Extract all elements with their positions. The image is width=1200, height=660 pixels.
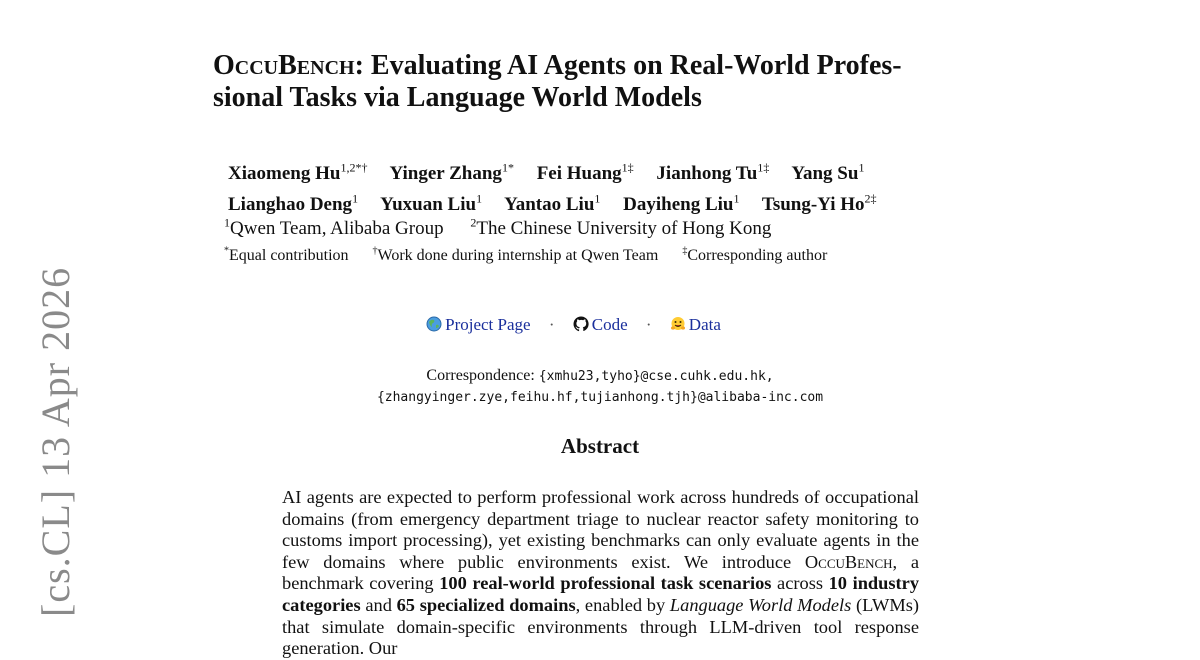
title-benchmark-name: OccuBench <box>213 50 355 81</box>
author: Yinger Zhang$^{1*}$ <box>389 161 514 185</box>
author: Yuxuan Liu$^1$ <box>380 191 483 215</box>
abstract-body: AI agents are expected to perform professional work across hundreds of occupational domains (from emergency department triage to nuclear reactor safety monitoring to customs import processing), yet existing benchmarks can only evaluate agents in the few domains where public environments exist. We introduce OccuBench, a benchmark covering 100 real-world professional task scenarios across 10 industry categories and 65 specialized domains, enabled by Language World Models (LWMs) that simulate domain-specific environments through LLM-driven tool response generation. Our <box>282 487 920 659</box>
title-line1-rest: : Evaluating AI Agents on Real-World Profes- <box>354 50 902 81</box>
author: Tsung-Yi $Ho^{2\ddagger}$ <box>761 191 877 215</box>
link-separator: · <box>548 315 555 334</box>
paper-title <box>213 50 1013 114</box>
correspondence-email-line1: {xmhu23,tyho}@cse.cuhk.edu.hk, <box>538 369 774 384</box>
affiliation: $^2$The Chinese University of Hong Kong <box>470 216 772 240</box>
author: Fei Huang$^{1\ddagger}$ <box>536 161 634 185</box>
github-icon <box>573 316 589 332</box>
author: Lianghao Deng$^1$ <box>228 191 359 215</box>
hugging-face-icon <box>670 316 686 332</box>
affiliations <box>224 216 1024 240</box>
correspondence-label: Correspondence: <box>426 367 535 384</box>
correspondence <box>0 366 1200 408</box>
author-note: *Equal contribution <box>224 246 349 265</box>
author: Jianhong $Tu^{1\ddagger}$ <box>656 161 770 185</box>
author-note: ‡Corresponding author <box>682 246 828 265</box>
author: Yantao Liu$^1$ <box>504 191 601 215</box>
author: Dayiheng Liu$^1$ <box>623 191 740 215</box>
author: Yang Su$^1$ <box>791 161 865 185</box>
correspondence-email-line2: {zhangyinger.zye,feihu.hf,tujianhong.tjh}@alibaba-inc.com <box>376 390 824 405</box>
link-separator: · <box>645 315 652 334</box>
affiliation: $^1$Qwen Team, Alibaba Group <box>224 216 444 240</box>
author-list <box>228 156 1008 217</box>
arxiv-stamp-text: [cs.CL] 13 Apr 2026 <box>33 266 78 617</box>
author-note: †Work done during internship at Qwen Team <box>372 246 659 265</box>
project-page-link[interactable]: Project Page <box>426 315 530 334</box>
title-line2: sional Tasks via Language World Models <box>213 82 702 113</box>
resource-links <box>0 315 1147 335</box>
author: Xiaomeng $Hu^{1,2*\dagger}$ <box>228 161 368 185</box>
author-notes <box>224 246 1024 265</box>
abstract-heading: Abstract <box>560 434 640 458</box>
globe-icon <box>426 316 442 332</box>
code-link[interactable]: Code <box>573 315 628 334</box>
data-link[interactable]: Data <box>670 315 721 334</box>
